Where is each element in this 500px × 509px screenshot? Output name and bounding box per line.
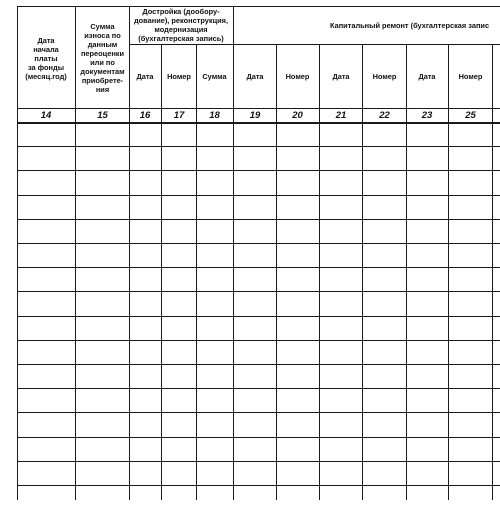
column-number-22: 22 [379, 109, 390, 121]
table-cell[interactable] [18, 245, 74, 267]
table-cell[interactable] [277, 148, 318, 170]
table-cell[interactable] [76, 439, 128, 461]
header-repair-date-1: Дата [246, 71, 264, 81]
column-number-25: 25 [465, 109, 476, 121]
table-cell[interactable] [234, 390, 275, 412]
table-cell[interactable] [197, 124, 232, 146]
table-cell[interactable] [277, 197, 318, 219]
table-cell[interactable] [320, 390, 361, 412]
table-cell[interactable] [18, 463, 74, 485]
table-cell[interactable] [130, 366, 160, 388]
row-divider [17, 437, 500, 438]
table-cell[interactable] [363, 487, 405, 509]
table-cell[interactable] [449, 197, 491, 219]
table-cell[interactable] [449, 318, 491, 340]
table-cell[interactable] [449, 439, 491, 461]
table-cell[interactable] [407, 245, 447, 267]
table-cell[interactable] [76, 148, 128, 170]
table-cell[interactable] [277, 318, 318, 340]
table-cell[interactable] [407, 293, 447, 315]
table-cell[interactable] [197, 414, 232, 436]
table-cell[interactable] [76, 487, 128, 509]
header-repair-date-2: Дата [332, 71, 350, 81]
table-cell[interactable] [197, 221, 232, 243]
table-cell[interactable] [197, 342, 232, 364]
table-cell[interactable] [320, 293, 361, 315]
table-cell[interactable] [234, 197, 275, 219]
table-cell[interactable] [320, 197, 361, 219]
column-number-18: 18 [209, 109, 220, 121]
table-cell[interactable] [363, 318, 405, 340]
table-cell[interactable] [407, 463, 447, 485]
row-divider [17, 485, 500, 486]
table-cell[interactable] [76, 245, 128, 267]
table-cell[interactable] [18, 318, 74, 340]
table-cell[interactable] [407, 221, 447, 243]
row-divider [17, 316, 500, 317]
table-cell[interactable] [234, 293, 275, 315]
table-cell[interactable] [407, 197, 447, 219]
table-cell[interactable] [130, 124, 160, 146]
table-cell[interactable] [18, 197, 74, 219]
table-cell[interactable] [18, 439, 74, 461]
header-depreciation: Сумма износа по данным переоценки или по документам приобрете- ния [80, 22, 125, 94]
table-cell[interactable] [277, 414, 318, 436]
table-cell[interactable] [76, 463, 128, 485]
table-cell[interactable] [320, 221, 361, 243]
table-cell[interactable] [320, 318, 361, 340]
table-cell[interactable] [162, 245, 195, 267]
table-cell[interactable] [234, 221, 275, 243]
table-cell[interactable] [76, 390, 128, 412]
table-cell[interactable] [320, 148, 361, 170]
table-cell[interactable] [130, 148, 160, 170]
table-cell[interactable] [449, 172, 491, 194]
table-cell[interactable] [363, 197, 405, 219]
table-cell[interactable] [363, 342, 405, 364]
table-cell[interactable] [407, 172, 447, 194]
table-cell[interactable] [277, 366, 318, 388]
table-cell[interactable] [363, 439, 405, 461]
table-cell[interactable] [363, 172, 405, 194]
table-cell[interactable] [363, 148, 405, 170]
table-cell[interactable] [277, 487, 318, 509]
row-divider [17, 364, 500, 365]
table-cell[interactable] [197, 463, 232, 485]
table-cell[interactable] [320, 463, 361, 485]
table-cell[interactable] [234, 366, 275, 388]
table-cell[interactable] [162, 124, 195, 146]
table-cell[interactable] [277, 172, 318, 194]
table-cell[interactable] [320, 124, 361, 146]
table-cell[interactable] [130, 221, 160, 243]
table-cell[interactable] [493, 124, 499, 146]
header-mod-number: Номер [167, 71, 191, 81]
header-repair-number-2: Номер [372, 71, 397, 81]
table-cell[interactable] [320, 342, 361, 364]
table-cell[interactable] [449, 245, 491, 267]
table-cell[interactable] [234, 439, 275, 461]
table-cell[interactable] [407, 439, 447, 461]
table-cell[interactable] [130, 414, 160, 436]
table-cell[interactable] [197, 269, 232, 291]
table-cell[interactable] [76, 414, 128, 436]
table-cell[interactable] [320, 269, 361, 291]
row-divider [17, 146, 500, 147]
table-cell[interactable] [493, 463, 499, 485]
table-cell[interactable] [407, 124, 447, 146]
table-cell[interactable] [162, 342, 195, 364]
column-number-20: 20 [292, 109, 303, 121]
table-cell[interactable] [234, 463, 275, 485]
header-repair-date-3: Дата [418, 71, 436, 81]
table-cell[interactable] [493, 197, 499, 219]
column-number-23: 23 [421, 109, 433, 121]
table-cell[interactable] [162, 293, 195, 315]
table-cell[interactable] [162, 414, 195, 436]
table-cell[interactable] [407, 487, 447, 509]
table-cell[interactable] [18, 269, 74, 291]
table-cell[interactable] [493, 293, 499, 315]
table-cell[interactable] [363, 293, 405, 315]
table-cell[interactable] [449, 487, 491, 509]
numbers-row-top-border [17, 108, 500, 109]
table-cell[interactable] [449, 148, 491, 170]
table-cell[interactable] [320, 439, 361, 461]
table-cell[interactable] [277, 439, 318, 461]
table-top-border [17, 6, 500, 7]
table-cell[interactable] [162, 318, 195, 340]
table-cell[interactable] [320, 172, 361, 194]
table-cell[interactable] [130, 197, 160, 219]
column-number-17: 17 [173, 109, 185, 121]
table-cell[interactable] [197, 439, 232, 461]
table-cell[interactable] [162, 463, 195, 485]
table-cell[interactable] [363, 269, 405, 291]
row-divider [17, 170, 500, 171]
table-cell[interactable] [320, 366, 361, 388]
table-cell[interactable] [162, 269, 195, 291]
table-cell[interactable] [162, 487, 195, 509]
table-cell[interactable] [320, 245, 361, 267]
table-cell[interactable] [76, 124, 128, 146]
column-number-21: 21 [335, 109, 347, 121]
table-cell[interactable] [277, 390, 318, 412]
column-number-14: 14 [40, 109, 52, 121]
table-cell[interactable] [197, 366, 232, 388]
table-cell[interactable] [76, 342, 128, 364]
table-cell[interactable] [363, 124, 405, 146]
table-cell[interactable] [162, 366, 195, 388]
table-cell[interactable] [363, 366, 405, 388]
table-cell[interactable] [130, 172, 160, 194]
table-cell[interactable] [407, 390, 447, 412]
table-cell[interactable] [197, 245, 232, 267]
table-cell[interactable] [162, 148, 195, 170]
table-cell[interactable] [407, 269, 447, 291]
table-cell[interactable] [234, 269, 275, 291]
row-divider [17, 291, 500, 292]
table-cell[interactable] [18, 172, 74, 194]
table-cell[interactable] [234, 148, 275, 170]
table-cell[interactable] [363, 245, 405, 267]
table-cell[interactable] [277, 269, 318, 291]
table-cell[interactable] [363, 414, 405, 436]
table-cell[interactable] [363, 221, 405, 243]
table-cell[interactable] [130, 342, 160, 364]
table-cell[interactable] [162, 172, 195, 194]
table-cell[interactable] [407, 342, 447, 364]
table-cell[interactable] [162, 439, 195, 461]
table-cell[interactable] [76, 318, 128, 340]
header-start-date: Дата начала платы за фонды (месяц.год) [25, 35, 67, 81]
table-cell[interactable] [76, 197, 128, 219]
table-cell[interactable] [18, 366, 74, 388]
table-cell[interactable] [277, 293, 318, 315]
table-cell[interactable] [449, 293, 491, 315]
table-cell[interactable] [197, 318, 232, 340]
group-header-divider [129, 44, 500, 45]
column-number-19: 19 [249, 109, 261, 121]
table-cell[interactable] [449, 366, 491, 388]
table-cell[interactable] [18, 342, 74, 364]
table-cell[interactable] [449, 463, 491, 485]
table-cell[interactable] [162, 390, 195, 412]
table-cell[interactable] [18, 148, 74, 170]
table-cell[interactable] [493, 366, 499, 388]
table-cell[interactable] [18, 487, 74, 509]
table-cell[interactable] [18, 414, 74, 436]
table-cell[interactable] [493, 414, 499, 436]
table-cell[interactable] [320, 487, 361, 509]
table-cell[interactable] [130, 318, 160, 340]
header-repair-group: Капитальный ремонт (бухгалтерская запис [330, 20, 490, 30]
row-divider [17, 195, 500, 196]
table-cell[interactable] [197, 172, 232, 194]
table-cell[interactable] [76, 221, 128, 243]
row-divider [17, 267, 500, 268]
table-cell[interactable] [197, 293, 232, 315]
table-cell[interactable] [493, 148, 499, 170]
table-cell[interactable] [449, 390, 491, 412]
table-cell[interactable] [130, 293, 160, 315]
table-cell[interactable] [277, 342, 318, 364]
table-cell[interactable] [493, 390, 499, 412]
table-cell[interactable] [449, 269, 491, 291]
table-cell[interactable] [130, 245, 160, 267]
row-divider [17, 461, 500, 462]
table-cell[interactable] [234, 342, 275, 364]
table-cell[interactable] [407, 318, 447, 340]
table-cell[interactable] [277, 245, 318, 267]
table-cell[interactable] [18, 124, 74, 146]
table-cell[interactable] [197, 148, 232, 170]
table-cell[interactable] [18, 221, 74, 243]
table-cell[interactable] [493, 172, 499, 194]
table-cell[interactable] [407, 366, 447, 388]
table-cell[interactable] [18, 390, 74, 412]
table-cell[interactable] [493, 245, 499, 267]
table-cell[interactable] [493, 221, 499, 243]
table-cell[interactable] [449, 221, 491, 243]
table-cell[interactable] [449, 414, 491, 436]
table-cell[interactable] [234, 487, 275, 509]
row-divider [17, 219, 500, 220]
table-cell[interactable] [493, 318, 499, 340]
table-cell[interactable] [493, 439, 499, 461]
header-mod-sum: Сумма [202, 71, 227, 81]
table-cell[interactable] [234, 414, 275, 436]
table-cell[interactable] [197, 487, 232, 509]
table-cell[interactable] [407, 414, 447, 436]
table-cell[interactable] [449, 124, 491, 146]
table-cell[interactable] [162, 197, 195, 219]
table-cell[interactable] [363, 390, 405, 412]
table-cell[interactable] [197, 390, 232, 412]
table-cell[interactable] [493, 269, 499, 291]
table-cell[interactable] [407, 148, 447, 170]
table-cell[interactable] [76, 366, 128, 388]
table-cell[interactable] [76, 293, 128, 315]
table-cell[interactable] [197, 197, 232, 219]
column-number-15: 15 [97, 109, 108, 121]
header-repair-number-1: Номер [285, 71, 310, 81]
table-cell[interactable] [234, 172, 275, 194]
table-cell[interactable] [320, 414, 361, 436]
row-divider [17, 243, 500, 244]
table-cell[interactable] [234, 124, 275, 146]
column-number-16: 16 [139, 109, 151, 121]
table-cell[interactable] [130, 439, 160, 461]
table-cell[interactable] [130, 463, 160, 485]
row-divider [17, 340, 500, 341]
table-cell[interactable] [130, 390, 160, 412]
header-repair-number-3: Номер [458, 71, 483, 81]
table-cell[interactable] [18, 293, 74, 315]
table-cell[interactable] [277, 221, 318, 243]
table-cell[interactable] [234, 245, 275, 267]
table-cell[interactable] [76, 172, 128, 194]
table-cell[interactable] [130, 487, 160, 509]
header-modernization-group: Достройка (дообору- дование), реконструкция, модернизация (бухгалтерская запись) [133, 7, 229, 43]
table-cell[interactable] [493, 487, 499, 509]
table-cell[interactable] [493, 342, 499, 364]
table-cell[interactable] [130, 269, 160, 291]
header-mod-date: Дата [136, 71, 154, 81]
table-cell[interactable] [162, 221, 195, 243]
table-cell[interactable] [76, 269, 128, 291]
table-cell[interactable] [449, 342, 491, 364]
table-cell[interactable] [363, 463, 405, 485]
table-cell[interactable] [234, 318, 275, 340]
table-cell[interactable] [277, 124, 318, 146]
table-cell[interactable] [277, 463, 318, 485]
row-divider [17, 412, 500, 413]
row-divider [17, 388, 500, 389]
